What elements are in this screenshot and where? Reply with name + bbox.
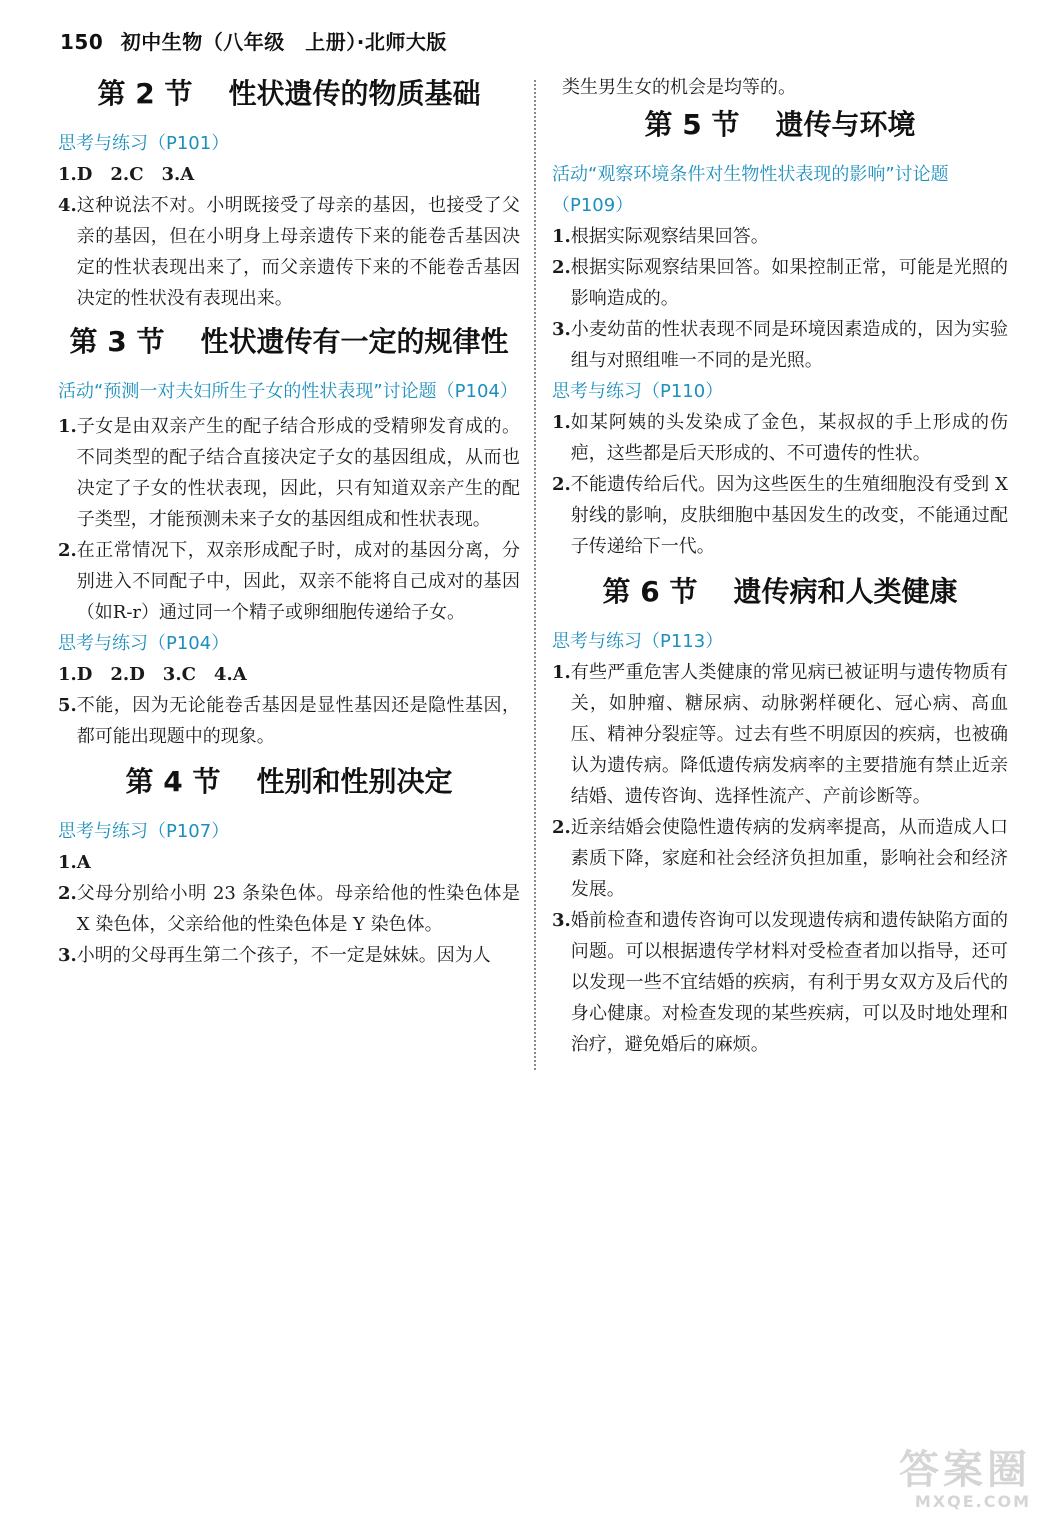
item-text: 如某阿姨的头发染成了金色，某叔叔的手上形成的伤疤，这些都是后天形成的、不可遗传的性状。 (570, 412, 1008, 464)
item-text: 在正常情况下，双亲形成配子时，成对的基因分离，分别进入不同配子中，因此，双亲不能将自己成对的基因（如R-r）通过同一个精子或卵细胞传递给子女。 (76, 540, 520, 623)
subheading: 活动“观察环境条件对生物性状表现的影响”讨论题（P109） (552, 164, 949, 216)
item-text: 婚前检查和遗传咨询可以发现遗传病和遗传缺陷方面的问题。可以根据遗传学材料对受检查者加以指导，还可以发现一些不宜结婚的疾病，有利于男女双方及后代的身心健康。对检查发现的某些疾病，可以及时地处理和治疗，避免婚后的麻烦。 (570, 910, 1008, 1055)
item-number: 3. (552, 319, 571, 340)
item-number: 2. (58, 883, 77, 904)
answer-item (552, 407, 1008, 469)
section-number: 第 5 节 (644, 108, 740, 141)
item-number: 2. (552, 817, 571, 838)
answer-item (58, 411, 520, 535)
item-number: 1. (552, 662, 571, 683)
answer-item (552, 657, 1008, 812)
answer-item (552, 221, 1008, 252)
subheading: 思考与练习（P110） (552, 381, 724, 402)
page-header (60, 26, 447, 55)
short-answers: 1.D 2.C 3.A (58, 164, 195, 185)
left-column (58, 72, 520, 971)
item-text: 子女是由双亲产生的配子结合形成的受精卵发育成的。不同类型的配子结合直接决定子女的基因组成，从而也决定了子女的性状表现，因此，只有知道双亲产生的配子类型，才能预测未来子女的基因组成和性状表现。 (76, 416, 520, 530)
subheading: 思考与练习（P101） (58, 133, 230, 154)
item-number: 4. (58, 195, 77, 216)
answer-item (58, 690, 520, 752)
short-answers: 1.D 2.D 3.C 4.A (58, 664, 247, 685)
answer-item (552, 905, 1008, 1060)
section-6-title (552, 572, 1008, 612)
answer-item (58, 190, 520, 314)
item-number: 1. (58, 416, 77, 437)
section-number: 第 2 节 (97, 77, 193, 110)
watermark-title: 答案圈 (899, 1447, 1031, 1493)
item-text: 小明的父母再生第二个孩子，不一定是妹妹。因为人 (76, 945, 491, 966)
answer-item (552, 314, 1008, 376)
item-text: 根据实际观察结果回答。如果控制正常，可能是光照的影响造成的。 (570, 257, 1008, 309)
item-number: 3. (552, 910, 571, 931)
section-3-title (58, 322, 520, 362)
item-number: 3. (58, 945, 77, 966)
book-title: 初中生物（八年级 上册）·北师大版 (120, 30, 447, 54)
item-text: 近亲结婚会使隐性遗传病的发病率提高，从而造成人口素质下降，家庭和社会经济负担加重，影响社会和经济发展。 (570, 817, 1008, 900)
item-text: 不能遗传给后代。因为这些医生的生殖细胞没有受到 X 射线的影响，皮肤细胞中基因发生的改变，不能通过配子传递给下一代。 (570, 474, 1008, 557)
section-name: 性状遗传有一定的规律性 (200, 325, 509, 358)
answer-item (552, 812, 1008, 905)
page-number: 150 (60, 30, 104, 54)
section-number: 第 6 节 (602, 575, 698, 608)
item-text: 小麦幼苗的性状表现不同是环境因素造成的，因为实验组与对照组唯一不同的是光照。 (570, 319, 1008, 371)
section-name: 遗传与环境 (775, 108, 916, 141)
section-5-title (552, 105, 1008, 145)
section-number: 第 4 节 (125, 765, 221, 798)
watermark-logo (881, 1448, 1031, 1518)
continued-text: 类生男生女的机会是均等的。 (562, 77, 796, 98)
section-name: 性别和性别决定 (256, 765, 453, 798)
subheading: 思考与练习（P107） (58, 821, 230, 842)
subheading: 思考与练习（P104） (58, 633, 230, 654)
subheading: 思考与练习（P113） (552, 631, 724, 652)
section-name: 遗传病和人类健康 (733, 575, 958, 608)
item-number: 2. (58, 540, 77, 561)
answer-item (58, 535, 520, 628)
item-text: 有些严重危害人类健康的常见病已被证明与遗传物质有关，如肿瘤、糖尿病、动脉粥样硬化、冠心病、高血压、精神分裂症等。过去有些不明原因的疾病，也被确认为遗传病。降低遗传病发病率的主要措施有禁止近亲结婚、遗传咨询、选择性流产、产前诊断等。 (570, 662, 1008, 807)
answer-item (552, 252, 1008, 314)
section-4-title (58, 762, 520, 802)
answer-item (58, 940, 520, 971)
item-number: 2. (552, 257, 571, 278)
column-divider (534, 80, 536, 1070)
section-name: 性状遗传的物质基础 (228, 77, 481, 110)
item-text: 这种说法不对。小明既接受了母亲的基因，也接受了父亲的基因，但在小明身上母亲遗传下来的能卷舌基因决定的性状表现出来了，而父亲遗传下来的不能卷舌基因决定的性状没有表现出来。 (76, 195, 520, 309)
watermark-url: MXQE.COM (914, 1492, 1031, 1511)
subheading: 活动“预测一对夫妇所生子女的性状表现”讨论题（P104） (58, 381, 518, 402)
section-2-title (58, 74, 520, 114)
item-text: 不能，因为无论能卷舌基因是显性基因还是隐性基因，都可能出现题中的现象。 (76, 695, 520, 747)
short-answers: 1.A (58, 852, 91, 873)
item-number: 1. (552, 226, 571, 247)
section-number: 第 3 节 (69, 325, 165, 358)
item-number: 5. (58, 695, 77, 716)
right-column (552, 72, 1008, 1060)
answer-item (552, 469, 1008, 562)
item-text: 根据实际观察结果回答。 (570, 226, 769, 247)
item-number: 1. (552, 412, 571, 433)
item-text: 父母分别给小明 23 条染色体。母亲给他的性染色体是 X 染色体，父亲给他的性染色体是 Y 染色体。 (76, 883, 520, 935)
item-number: 2. (552, 474, 571, 495)
answer-item (58, 878, 520, 940)
